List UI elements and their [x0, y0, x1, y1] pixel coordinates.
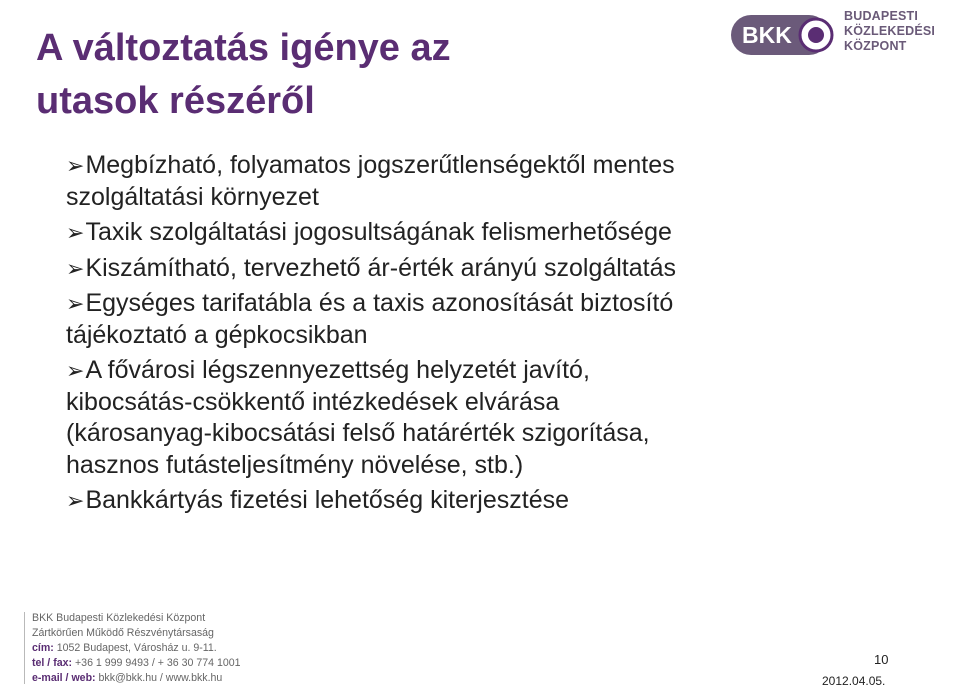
- bullet-item: [66, 217, 946, 249]
- footer-company-type: Zártkörűen Működő Részvénytársaság: [32, 627, 214, 639]
- bullet-text-line: kibocsátás-csökkentő intézkedések elvárása: [66, 387, 560, 416]
- arrow-bullet-icon: ➢: [66, 358, 85, 383]
- arrow-bullet-icon: ➢: [66, 153, 85, 178]
- bullet-text-line: Megbízható, folyamatos jogszerűtlenségektől mentes: [85, 151, 675, 179]
- footer-phone: [32, 656, 241, 671]
- bullet-text-line: szolgáltatási környezet: [66, 182, 319, 211]
- bullet-item: [66, 288, 946, 351]
- arrow-bullet-icon: ➢: [66, 220, 85, 245]
- logo-line-1: BUDAPESTI: [844, 9, 919, 23]
- title-line-2: utasok részéről: [36, 80, 315, 122]
- arrow-bullet-icon: ➢: [66, 488, 85, 513]
- footer-contact: [32, 611, 241, 686]
- footer-email-value: bkk@bkk.hu / www.bkk.hu: [95, 672, 223, 684]
- footer-address-value: 1052 Budapest, Városház u. 9-11.: [53, 642, 217, 654]
- footer-email-label: e-mail / web:: [32, 672, 96, 684]
- footer-email: [32, 671, 241, 686]
- bullet-text-line: Egységes tarifatábla és a taxis azonosítását biztosító: [85, 289, 674, 317]
- bullet-text-line: (károsanyag-kibocsátási felső határérték szigorítása,: [66, 419, 650, 447]
- footer-phone-value: +36 1 999 9493 / + 36 30 774 1001: [72, 657, 241, 669]
- page-number: 10: [874, 652, 889, 667]
- bullet-item: [66, 150, 946, 213]
- footer-address: [32, 641, 241, 656]
- logo-mark: BKK: [742, 22, 792, 48]
- footer-address-label: cím:: [32, 642, 54, 654]
- arrow-bullet-icon: ➢: [66, 291, 85, 316]
- arrow-bullet-icon: ➢: [66, 255, 85, 281]
- logo-line-2: KÖZLEKEDÉSI: [844, 24, 936, 38]
- logo-wordmark: [844, 9, 935, 54]
- bullet-item: [66, 355, 946, 481]
- bullet-text-line: tájékoztató a gépkocsikban: [66, 320, 368, 349]
- slide-date: 2012.04.05.: [822, 674, 886, 688]
- footer-phone-label: tel / fax:: [32, 657, 73, 669]
- logo-dot: [808, 27, 824, 43]
- bullet-text-line: Bankkártyás fizetési lehetőség kiterjesztése: [85, 486, 570, 514]
- slide-title: [36, 22, 656, 128]
- footer-company: BKK Budapesti Közlekedési Központ: [32, 612, 206, 624]
- bullet-list: [66, 150, 946, 521]
- bullet-text-line: Taxik szolgáltatási jogosultságának felismerhetősége: [85, 218, 672, 246]
- title-line-1: A változtatás igénye az: [36, 27, 451, 69]
- bullet-text-line: hasznos futásteljesítmény növelése, stb.): [66, 450, 524, 479]
- bullet-item: [66, 485, 946, 517]
- footer-divider: [24, 612, 25, 684]
- bullet-text-line: Kiszámítható, tervezhető ár-érték arányú szolgáltatás: [85, 253, 677, 282]
- bullet-item: [66, 253, 946, 285]
- logo-line-3: KÖZPONT: [844, 39, 907, 53]
- bullet-text-line: A fővárosi légszennyezettség helyzetét javító,: [85, 356, 590, 384]
